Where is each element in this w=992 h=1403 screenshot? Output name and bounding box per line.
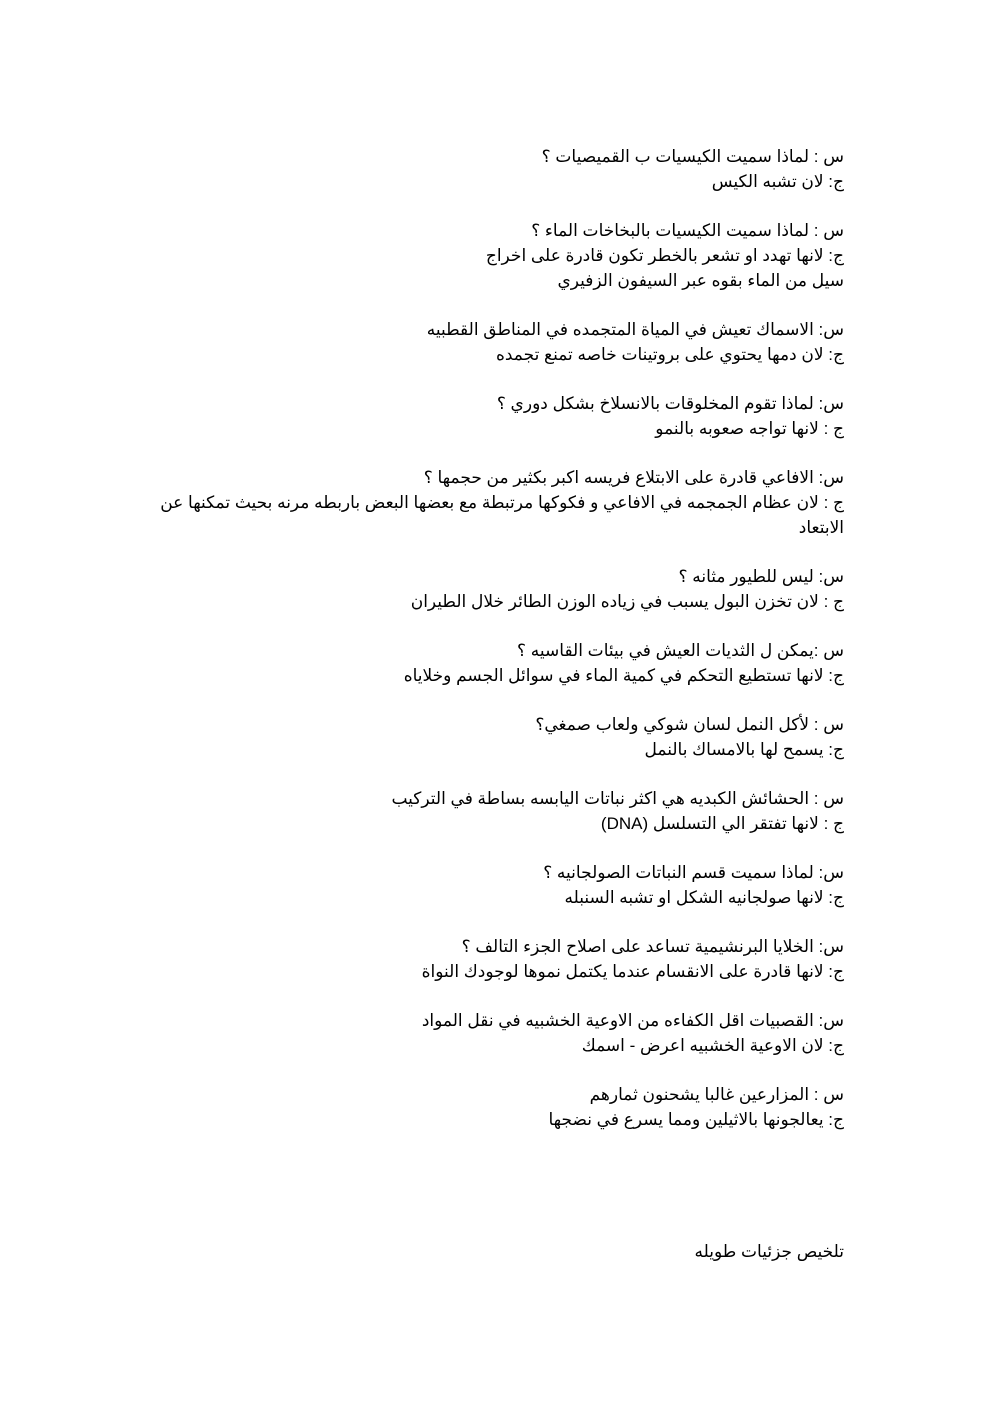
question-text: س : الحشائش الكبديه هي اكثر نباتات اليابسه بساطة في التركيب <box>391 789 844 808</box>
answer-text: ج: يعالجونها بالاثيلين ومما يسرع في نضجها <box>548 1110 844 1129</box>
qa-item <box>154 860 844 910</box>
qa-item <box>154 564 844 614</box>
qa-item <box>154 144 844 194</box>
qa-item <box>154 786 844 836</box>
question-text: س :يمكن ل الثديات العيش في بيئات القاسيه ؟ <box>517 641 844 660</box>
question-text: س: القصبيات اقل الكفاءه من الاوعية الخشبيه في نقل المواد <box>421 1011 844 1030</box>
question-text: س: لماذا تقوم المخلوقات بالانسلاخ بشكل دوري ؟ <box>496 394 844 413</box>
question-text: س: الاسماك تعيش في المياة المتجمده في المناطق القطبيه <box>426 320 844 339</box>
qa-list <box>154 144 844 1156</box>
qa-item <box>154 1008 844 1058</box>
answer-text: ج: لان الاوعية الخشبيه اعرض - اسمك <box>581 1036 844 1055</box>
answer-text: ج: لانها تستطيع التحكم في كمية الماء في سوائل الجسم وخلاياه <box>403 666 844 685</box>
answer-text: ج : لانها تواجه صعوبه بالنمو <box>655 419 844 438</box>
question-text: س: لماذا سميت قسم النباتات الصولجانيه ؟ <box>543 863 844 882</box>
qa-item <box>154 391 844 441</box>
question-text: س: الافاعي قادرة على الابتلاع فريسه اكبر بكثير من حجمها ؟ <box>423 468 844 487</box>
question-text: س : لماذا سميت الكيسيات ب القميصيات ؟ <box>541 147 844 166</box>
answer-text: ج : لان تخزن البول يسبب في زياده الوزن الطائر خلال الطيران <box>410 592 844 611</box>
question-text: س : لأكل النمل لسان شوكي ولعاب صمغي؟ <box>535 715 844 734</box>
question-text: س : لماذا سميت الكيسيات بالبخاخات الماء ؟ <box>531 221 844 240</box>
qa-item <box>154 218 844 293</box>
answer-text: ج: لانها قادرة على الانقسام عندما يكتمل نموها لوجودك النواة <box>421 962 844 981</box>
qa-item <box>154 712 844 762</box>
answer-text: ج: لانها صولجانيه الشكل او تشبه السنبله <box>564 888 844 907</box>
answer-text: ج : لان عظام الجمجمه في الافاعي و فكوكها مرتبطة مع بعضها البعض باربطه مرنه بحيث تمكنها عن الابتعاد <box>160 493 844 537</box>
qa-item <box>154 1082 844 1132</box>
qa-item <box>154 638 844 688</box>
qa-item <box>154 317 844 367</box>
answer-continuation: سيل من الماء بقوه عبر السيفون الزفيري <box>557 271 844 290</box>
answer-text: ج: لان تشبه الكيس <box>711 172 844 191</box>
answer-text: ج: يسمح لها بالامساك بالنمل <box>644 740 844 759</box>
question-text: س: الخلايا البرنشيمية تساعد على اصلاح الجزء التالف ؟ <box>461 937 844 956</box>
answer-text: ج : لانها تفتقر الي التسلسل (DNA) <box>600 814 844 833</box>
qa-item <box>154 465 844 540</box>
footer-note: تلخيص جزئيات طويله <box>694 1242 844 1261</box>
answer-text: ج: لانها تهدد او تشعر بالخطر تكون قادرة على اخراج <box>485 246 844 265</box>
qa-item <box>154 934 844 984</box>
answer-text: ج: لان دمها يحتوي على بروتينات خاصه تمنع تجمده <box>495 345 844 364</box>
question-text: س: ليس للطيور مثانه ؟ <box>678 567 844 586</box>
question-text: س : المزارعين غالبا يشحنون ثمارهم <box>589 1085 844 1104</box>
